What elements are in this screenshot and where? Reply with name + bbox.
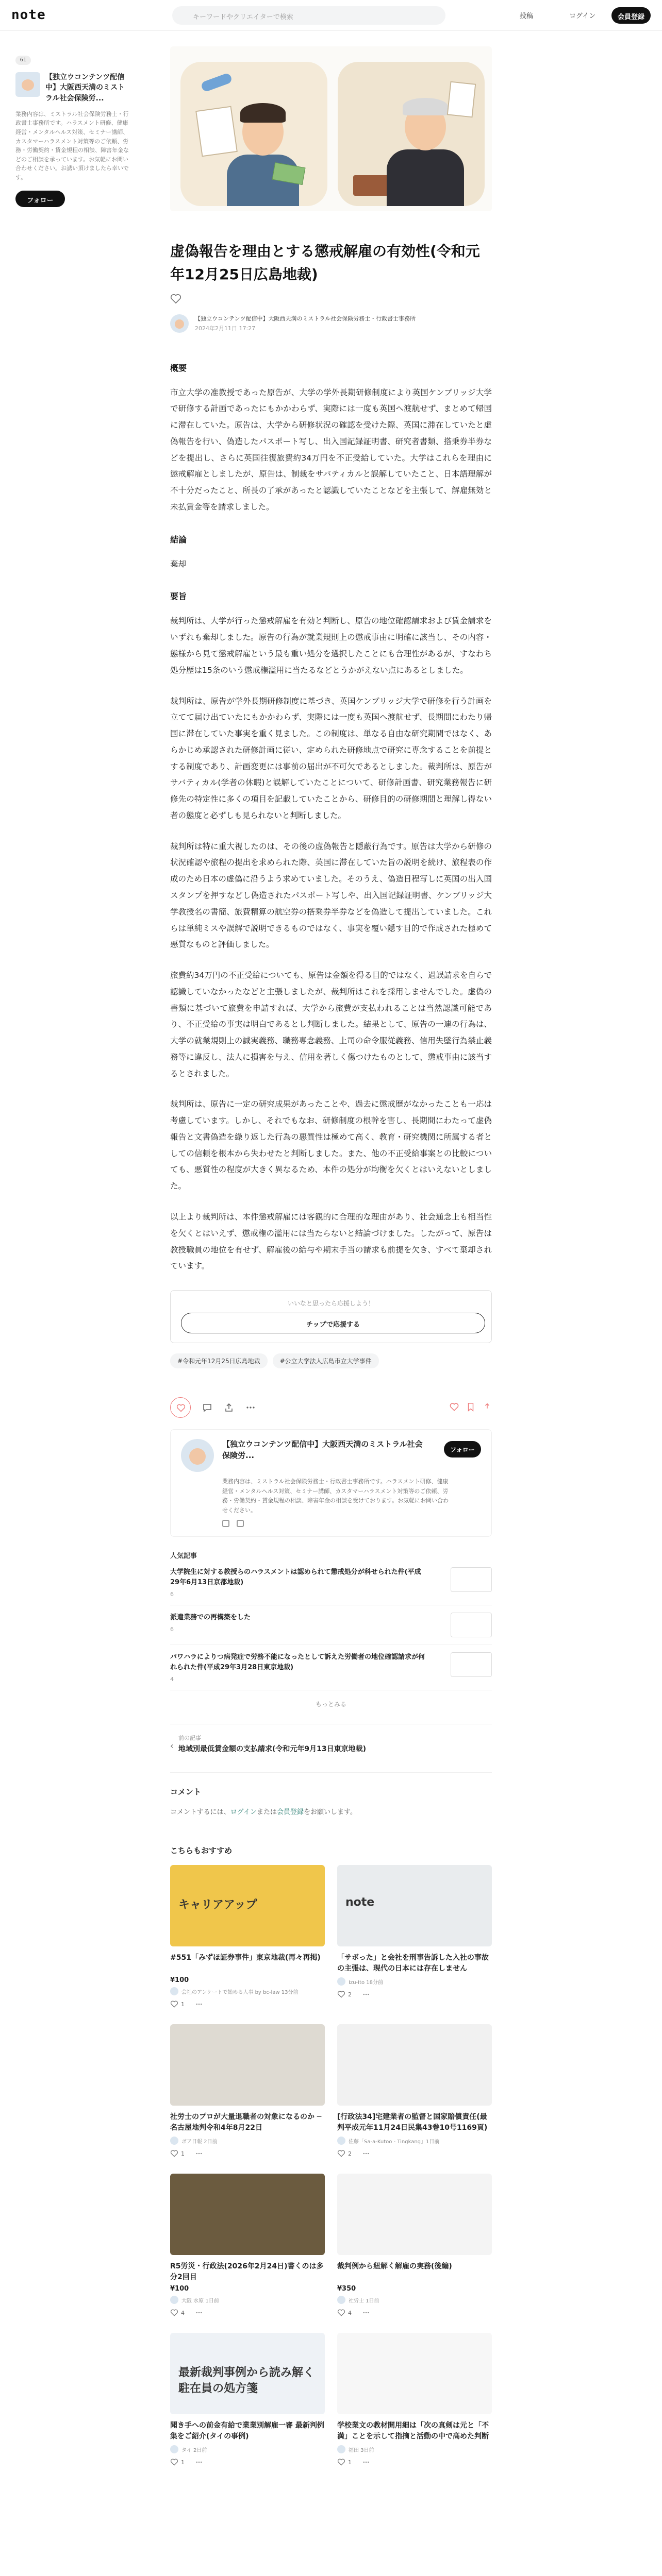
card-image[interactable] xyxy=(170,2024,325,2106)
more-icon[interactable] xyxy=(362,2309,370,2316)
card-image[interactable] xyxy=(337,2333,492,2414)
like-count: 6 xyxy=(170,1626,174,1633)
more-icon[interactable] xyxy=(362,2150,370,2157)
msg-text: コメントするには、 xyxy=(170,1808,230,1817)
card-author[interactable] xyxy=(170,2445,325,2453)
support-box xyxy=(170,1290,492,1343)
card-actions xyxy=(337,2150,492,2157)
paragraph: 市立大学の准教授であった原告が、大学の学外長期研修制度により英国ケンブリッジ大学で研修する計画であったにもかかわらず、実際には一度も英国へ渡航せず、まとめて帰国に滞在していた。原告は、大学から研修状況の確認を受けた際、英国に滞在していたと虚偽報告を行い、偽造したパスポート写し、出入国記録証明書、研究者書類、搭乗券半券などを提出し、さらに英国往復旅費約34万円を不正受給していた。大学はこれらを理由に懲戒解雇としましたが、原告は、制裁をサバティカルと誤解していたこと、日本語理解が不十分だったこと、所長の了承があったと認識していたことなどを主張して、解雇無効と未払賃金等を請求しました。 xyxy=(170,387,492,512)
card-author[interactable] xyxy=(170,2137,325,2145)
profile-description: 業務内容は、ミストラル社会保険労務士・行政書士事務所です。ハラスメント研修、健康経営・メンタルヘルス対策、セミナー講師、カスタマーハラスメント対策等のご依頼、労務・労働契約・賃金規程の相談、障害年金の相談を受けております。お気軽にお問い合わせください。 xyxy=(222,1478,449,1514)
card-like-count: 1 xyxy=(181,2459,185,2466)
card-like-count: 2 xyxy=(348,1991,352,1998)
share-icon[interactable] xyxy=(224,1402,234,1413)
more-icon[interactable] xyxy=(195,2459,203,2466)
card-like-count: 1 xyxy=(348,2459,352,2466)
card-author-text: 大阪 水原 1日前 xyxy=(181,2298,219,2304)
card-author-text: 福田 3日前 xyxy=(349,2447,374,2453)
card-like-count: 4 xyxy=(348,2309,352,2316)
popular-title[interactable]: 派遣業務での再構築をした xyxy=(170,1614,251,1622)
author-avatar[interactable] xyxy=(170,314,189,333)
heart-icon[interactable] xyxy=(170,2459,178,2466)
card-title[interactable]: 「サボった」と会社を刑事告訴した入社の事故の主張は、現代の日本には存在しません xyxy=(337,1954,489,1973)
heart-icon[interactable] xyxy=(337,2459,345,2466)
paragraph: 裁判所は、原告が学外長期研修制度に基づき、英国ケンブリッジ大学で研修を行う計画を立てて届け出ていたにもかかわらず、実際には一度も英国へ渡航せず、長期間にわたり帰国に滞在していた事実を重く見ました。この制度は、単なる自由な研究期間ではなく、あらかじめ承認された研修計画に従い、定められた研修地点で研究に専念することを前提とする制度であり、計画変更には事前の届出が不可欠であるとしました。裁判所は、原告がサバティカル(学者の休暇)と誤解していたことについて、研修計画書、研究業務報告に研修先の特定性に多くの項目を記載していたことから、研修目的の研修期間と理解し得ない者の態度と必ずしも見られないと判断しました。 xyxy=(170,696,492,820)
card-actions xyxy=(337,1991,492,1998)
card-price: ¥350 xyxy=(337,2285,356,2293)
action-bar xyxy=(170,1397,492,1418)
author-name[interactable]: 【独立ウコンテンツ配信中】大阪西天満のミストラル社会保険労務士・行政書士事務所 xyxy=(195,315,416,323)
bookmark-icon[interactable] xyxy=(466,1402,475,1412)
author-avatar xyxy=(337,2445,345,2453)
heart-icon[interactable] xyxy=(170,2001,178,2008)
comment-login-link[interactable]: ログイン xyxy=(230,1808,257,1817)
heart-icon[interactable] xyxy=(337,2309,345,2316)
card-like-count: 1 xyxy=(181,2150,185,2157)
section-conclusion xyxy=(170,533,492,573)
heart-small-icon[interactable] xyxy=(450,1402,459,1412)
recommend-card[interactable] xyxy=(337,1865,492,2008)
list-item[interactable] xyxy=(170,1645,492,1690)
support-message: いいなと思ったら応援しよう！ xyxy=(287,1300,374,1308)
card-image-text: キャリアアップ xyxy=(178,1899,257,1912)
more-icon[interactable] xyxy=(195,2001,203,2008)
comments-heading: コメント xyxy=(170,1787,202,1797)
section-heading: 概要 xyxy=(170,363,187,373)
card-author-text: ボア日報 2日前 xyxy=(181,2139,218,2145)
heart-icon[interactable] xyxy=(170,2150,178,2157)
card-title[interactable]: 裁判例から紐解く解雇の実務(後編) xyxy=(337,2262,452,2271)
previous-article[interactable] xyxy=(170,1724,492,1755)
list-item[interactable] xyxy=(170,1605,492,1645)
card-author-text: 佐藤「Sa-a-Kutoo - Tingkang」1日前 xyxy=(349,2139,440,2145)
heart-icon[interactable] xyxy=(337,1991,345,1998)
card-price: ¥100 xyxy=(170,1976,189,1985)
paragraph: 裁判所は特に重大視したのは、その後の虚偽報告と隠蔽行為です。原告は大学から研修の状況確認や旅程の提出を求められた際、英国に滞在していた旨の説明を続け、旅程表の作成のため日本の虚偽に沿うよう求めていました。そのうえ、偽造日程写しに英国の出入国スタンプを押すなどし偽造されたパスポート写しや、出入国記録証明書、ケンブリッジ大学教授名の書簡、旅費精算の航空券の搭乗券半券などを偽造して提出していました。これらは単純ミスや誤解で説明できるものではなく、事実を覆い隠す目的で作成された極めて悪質なものと評価しました。 xyxy=(170,841,492,950)
card-actions xyxy=(337,2459,492,2466)
hashtag-list xyxy=(170,1353,492,1368)
card-author[interactable] xyxy=(337,1977,492,1986)
card-title[interactable]: #551「みずほ証券事件」東京地裁(再々再掲) xyxy=(170,1954,321,1962)
article-title: 虚偽報告を理由とする懲戒解雇の有効性(令和元年12月25日広島地裁) xyxy=(170,243,480,283)
card-title[interactable]: 聞き手への前金有給で業業別解雇一審 最新判例集をご紹介(タイの事例) xyxy=(170,2421,324,2441)
more-icon[interactable] xyxy=(245,1402,256,1413)
profile-follow-button[interactable]: フォロー xyxy=(444,1441,481,1458)
author-avatar xyxy=(170,1987,178,1995)
site-header xyxy=(0,0,662,31)
like-button[interactable] xyxy=(170,1397,191,1418)
show-more-link[interactable]: もっとみる xyxy=(315,1701,346,1708)
card-image-text: note xyxy=(345,1896,375,1909)
comment-icon[interactable] xyxy=(202,1402,212,1413)
section-heading: 要旨 xyxy=(170,591,187,602)
share-small-icon[interactable] xyxy=(483,1402,492,1412)
card-actions xyxy=(170,2001,325,2008)
search-input[interactable]: キーワードやクリエイターで検索 xyxy=(172,6,445,25)
magazine-thumbnail[interactable] xyxy=(15,72,40,97)
note-logo[interactable]: note xyxy=(11,7,46,23)
magazine-sidebar xyxy=(15,56,129,207)
card-title[interactable]: [行政法34]宅建業者の監督と国家賠償責任(最判平成元年11月24日民集43巻10号1169頁) xyxy=(337,2113,488,2132)
author-avatar xyxy=(337,1977,345,1986)
popular-title[interactable]: パワハラによりつ病発症で労務不能になったとして訴えた労働者の地位確認請求が何れられた件(平成29年3月28日東京地裁) xyxy=(170,1653,425,1672)
heart-icon[interactable] xyxy=(337,2150,345,2157)
comments-section xyxy=(170,1772,492,1816)
section-overview xyxy=(170,362,492,516)
heart-icon[interactable] xyxy=(170,2309,178,2316)
sidebar-follow-button[interactable]: フォロー xyxy=(15,191,65,207)
popular-heading: 人気記事 xyxy=(170,1552,197,1560)
recommend-heading: こちらもおすすめ xyxy=(170,1846,233,1856)
msg-text: をお願いします。 xyxy=(304,1808,357,1817)
paragraph: 棄却 xyxy=(170,559,187,569)
popular-thumbnail[interactable] xyxy=(451,1567,492,1592)
card-author[interactable] xyxy=(337,2137,492,2145)
magazine-description: 業務内容は、ミストラル社会保険労務士・行政書士事務所です。ハラスメント研修、健康経営・メンタルヘルス対策、セミナー講師、カスタマーハラスメント対策等のご依頼、労務・労働契約・賃金規程の相談、障害年金などのご相談を承っています。お気軽にお問い合わせください。お誘い頂けましたら幸いです。 xyxy=(15,110,129,181)
card-author-text: 社労士 1日前 xyxy=(349,2298,379,2304)
card-image-text: 最新裁判事例から読み解く駐在員の処方箋 xyxy=(178,2366,315,2396)
author-avatar xyxy=(170,2296,178,2304)
magazine-title[interactable]: 【独立ウコンテンツ配信中】大阪西天満のミストラル社会保険労... xyxy=(45,73,125,103)
card-price: ¥100 xyxy=(170,2285,189,2293)
hero-illustration xyxy=(170,46,492,211)
profile-name[interactable]: 【独立ウコンテンツ配信中】大阪西天満のミストラル社会保険労... xyxy=(222,1439,423,1460)
recommend-card[interactable] xyxy=(337,2024,492,2157)
card-like-count: 4 xyxy=(181,2309,185,2316)
magazine-count-badge: 61 xyxy=(15,56,31,65)
recommend-card[interactable] xyxy=(337,2333,492,2466)
author-avatar xyxy=(170,2445,178,2453)
profile-avatar[interactable] xyxy=(181,1439,214,1472)
section-summary xyxy=(170,590,492,1275)
card-title[interactable]: 社労士のプロが大量退職者の対象になるのか ─ 名古屋地判令和4年8月22日 xyxy=(170,2113,322,2132)
register-button[interactable]: 会員登録 xyxy=(611,7,651,24)
card-actions xyxy=(170,2309,325,2316)
article-main xyxy=(170,46,492,2466)
more-icon[interactable] xyxy=(362,2459,370,2466)
hashtag[interactable]: #令和元年12月25日広島地裁 xyxy=(170,1353,268,1368)
card-author[interactable] xyxy=(337,2296,492,2304)
hashtag[interactable]: #公立大学法人広島市立大学事件 xyxy=(273,1353,379,1368)
paragraph: 裁判所は、原告に一定の研究成果があったことや、過去に懲戒歴がなかったことも一応は考慮しています。しかし、それでもなお、研修制度の根幹を害し、長期間にわたって虚偽報告と文書偽造を繰り返した行為の悪質性は極めて高く、教育・研究機関に所属する者としての信頼を根本から失わせたと判断しました。また、他の不正受給事案との比較についても、悪質性の程度が大きく異なるため、本件の処分が均衡を欠くとはいえないとしました。 xyxy=(170,1099,492,1191)
card-image[interactable] xyxy=(337,1865,492,1946)
popular-title[interactable]: 大学院生に対する教授らのハラスメントは認められて懲戒処分が科せられた件(平成29年6月13日京都地裁) xyxy=(170,1568,421,1586)
heart-icon xyxy=(176,1404,186,1412)
more-icon[interactable] xyxy=(195,2309,203,2316)
post-button[interactable]: 投稿 xyxy=(520,12,534,20)
more-icon[interactable] xyxy=(195,2150,203,2157)
card-image[interactable] xyxy=(337,2174,492,2255)
recommend-card[interactable] xyxy=(170,2333,325,2466)
recommend-card[interactable] xyxy=(170,2024,325,2157)
author-row xyxy=(170,314,492,333)
paragraph: 旅費約34万円の不正受給についても、原告は金額を得る目的ではなく、過誤請求を自らで認識していなかったなどと主張しましたが、裁判所はこれを採用しませんでした。虚偽の書類に基づいて旅費を申請すれば、大学から旅費が支払われることは当然認識可能であり、不正受給の事実は明白であるとし判断しました。結果として、原告の一連の行為は、大学の就業規則上の誠実義務、職務専念義務、上司の命令服従義務、信用失墜行為禁止義務等に違反し、法人に損害を与え、信用を著しく傷つけたものとして、懲戒事由に該当するとされました。 xyxy=(170,971,492,1078)
comment-register-link[interactable]: 会員登録 xyxy=(277,1808,304,1817)
author-avatar xyxy=(337,2296,345,2304)
card-author[interactable] xyxy=(170,2296,325,2304)
card-actions xyxy=(170,2459,325,2466)
recommend-grid xyxy=(170,1865,492,2466)
card-image[interactable] xyxy=(170,2174,325,2255)
link-icon[interactable] xyxy=(222,1520,229,1527)
previous-title[interactable]: 地域別最低賃金額の支払請求(令和元年9月13日東京地裁) xyxy=(178,1745,367,1754)
recommend-card[interactable] xyxy=(337,2174,492,2316)
like-heart-icon[interactable] xyxy=(170,294,181,304)
section-heading: 結論 xyxy=(170,534,187,545)
card-image[interactable] xyxy=(170,1865,325,1946)
card-like-count: 1 xyxy=(181,2001,185,2008)
like-count: 4 xyxy=(170,1676,174,1683)
card-actions xyxy=(170,2150,325,2157)
previous-label: 前の記事 xyxy=(178,1735,201,1742)
card-image[interactable] xyxy=(337,2024,492,2106)
author-avatar xyxy=(170,2137,178,2145)
paragraph: 裁判所は、大学が行った懲戒解雇を有効と判断し、原告の地位確認請求および賃金請求をいずれも棄却しました。原告の行為が就業規則上の懲戒事由に明確に該当し、その内容・態様から見て懲戒解雇という最も重い処分を選択したことにも合理性があるが、すなわち処分歴は15条のいう懲戒権濫用に当たるなどとうかがえない点にあるとしました。 xyxy=(170,616,492,675)
more-icon[interactable] xyxy=(362,1991,370,1998)
card-actions xyxy=(337,2309,492,2316)
tip-button[interactable]: チップで応援する xyxy=(181,1313,485,1333)
recommend-card[interactable] xyxy=(170,1865,325,2008)
card-like-count: 2 xyxy=(348,2150,352,2157)
card-author[interactable] xyxy=(170,1987,325,1995)
card-title[interactable]: 学校業文の教材開用細は「次の真剣は元と「不満」ことを示して指摘と活動の中で高めた判断 xyxy=(337,2421,489,2441)
card-author-text: 会社のアンケートで始める人事 by bc-law 13分前 xyxy=(181,1989,299,1995)
card-image[interactable] xyxy=(170,2333,325,2414)
list-item[interactable] xyxy=(170,1560,492,1605)
paragraph: 以上より裁判所は、本件懲戒解雇には客観的に合理的な理由があり、社会通念上も相当性を欠くとはいえず、懲戒権の濫用には当たらないと結論づけました。したがって、原告は教授職員の地位を有せず、解雇後の給与や期末手当の請求も前提を欠き、すべて棄却されています。 xyxy=(170,1212,492,1271)
card-author[interactable] xyxy=(337,2445,492,2453)
x-icon[interactable] xyxy=(237,1520,244,1527)
comments-message xyxy=(170,1806,492,1816)
chevron-left-icon: ‹ xyxy=(170,1741,174,1751)
author-profile-card xyxy=(170,1429,492,1537)
msg-text: または xyxy=(256,1808,277,1817)
recommend-card[interactable] xyxy=(170,2174,325,2316)
publish-date: 2024年2月11日 17:27 xyxy=(195,325,256,332)
card-title[interactable]: R5労災・行政法(2026年2月24日)書くのは多分2回目 xyxy=(170,2262,324,2282)
author-avatar xyxy=(337,2137,345,2145)
card-author-text: Izu-Ito 18分前 xyxy=(349,1979,384,1986)
login-link[interactable]: ログイン xyxy=(569,12,596,20)
popular-thumbnail[interactable] xyxy=(451,1613,492,1637)
like-count: 6 xyxy=(170,1591,174,1598)
popular-thumbnail[interactable] xyxy=(451,1652,492,1677)
profile-links xyxy=(222,1520,481,1527)
popular-list xyxy=(170,1560,492,1691)
card-author-text: タイ 2日前 xyxy=(181,2447,207,2453)
